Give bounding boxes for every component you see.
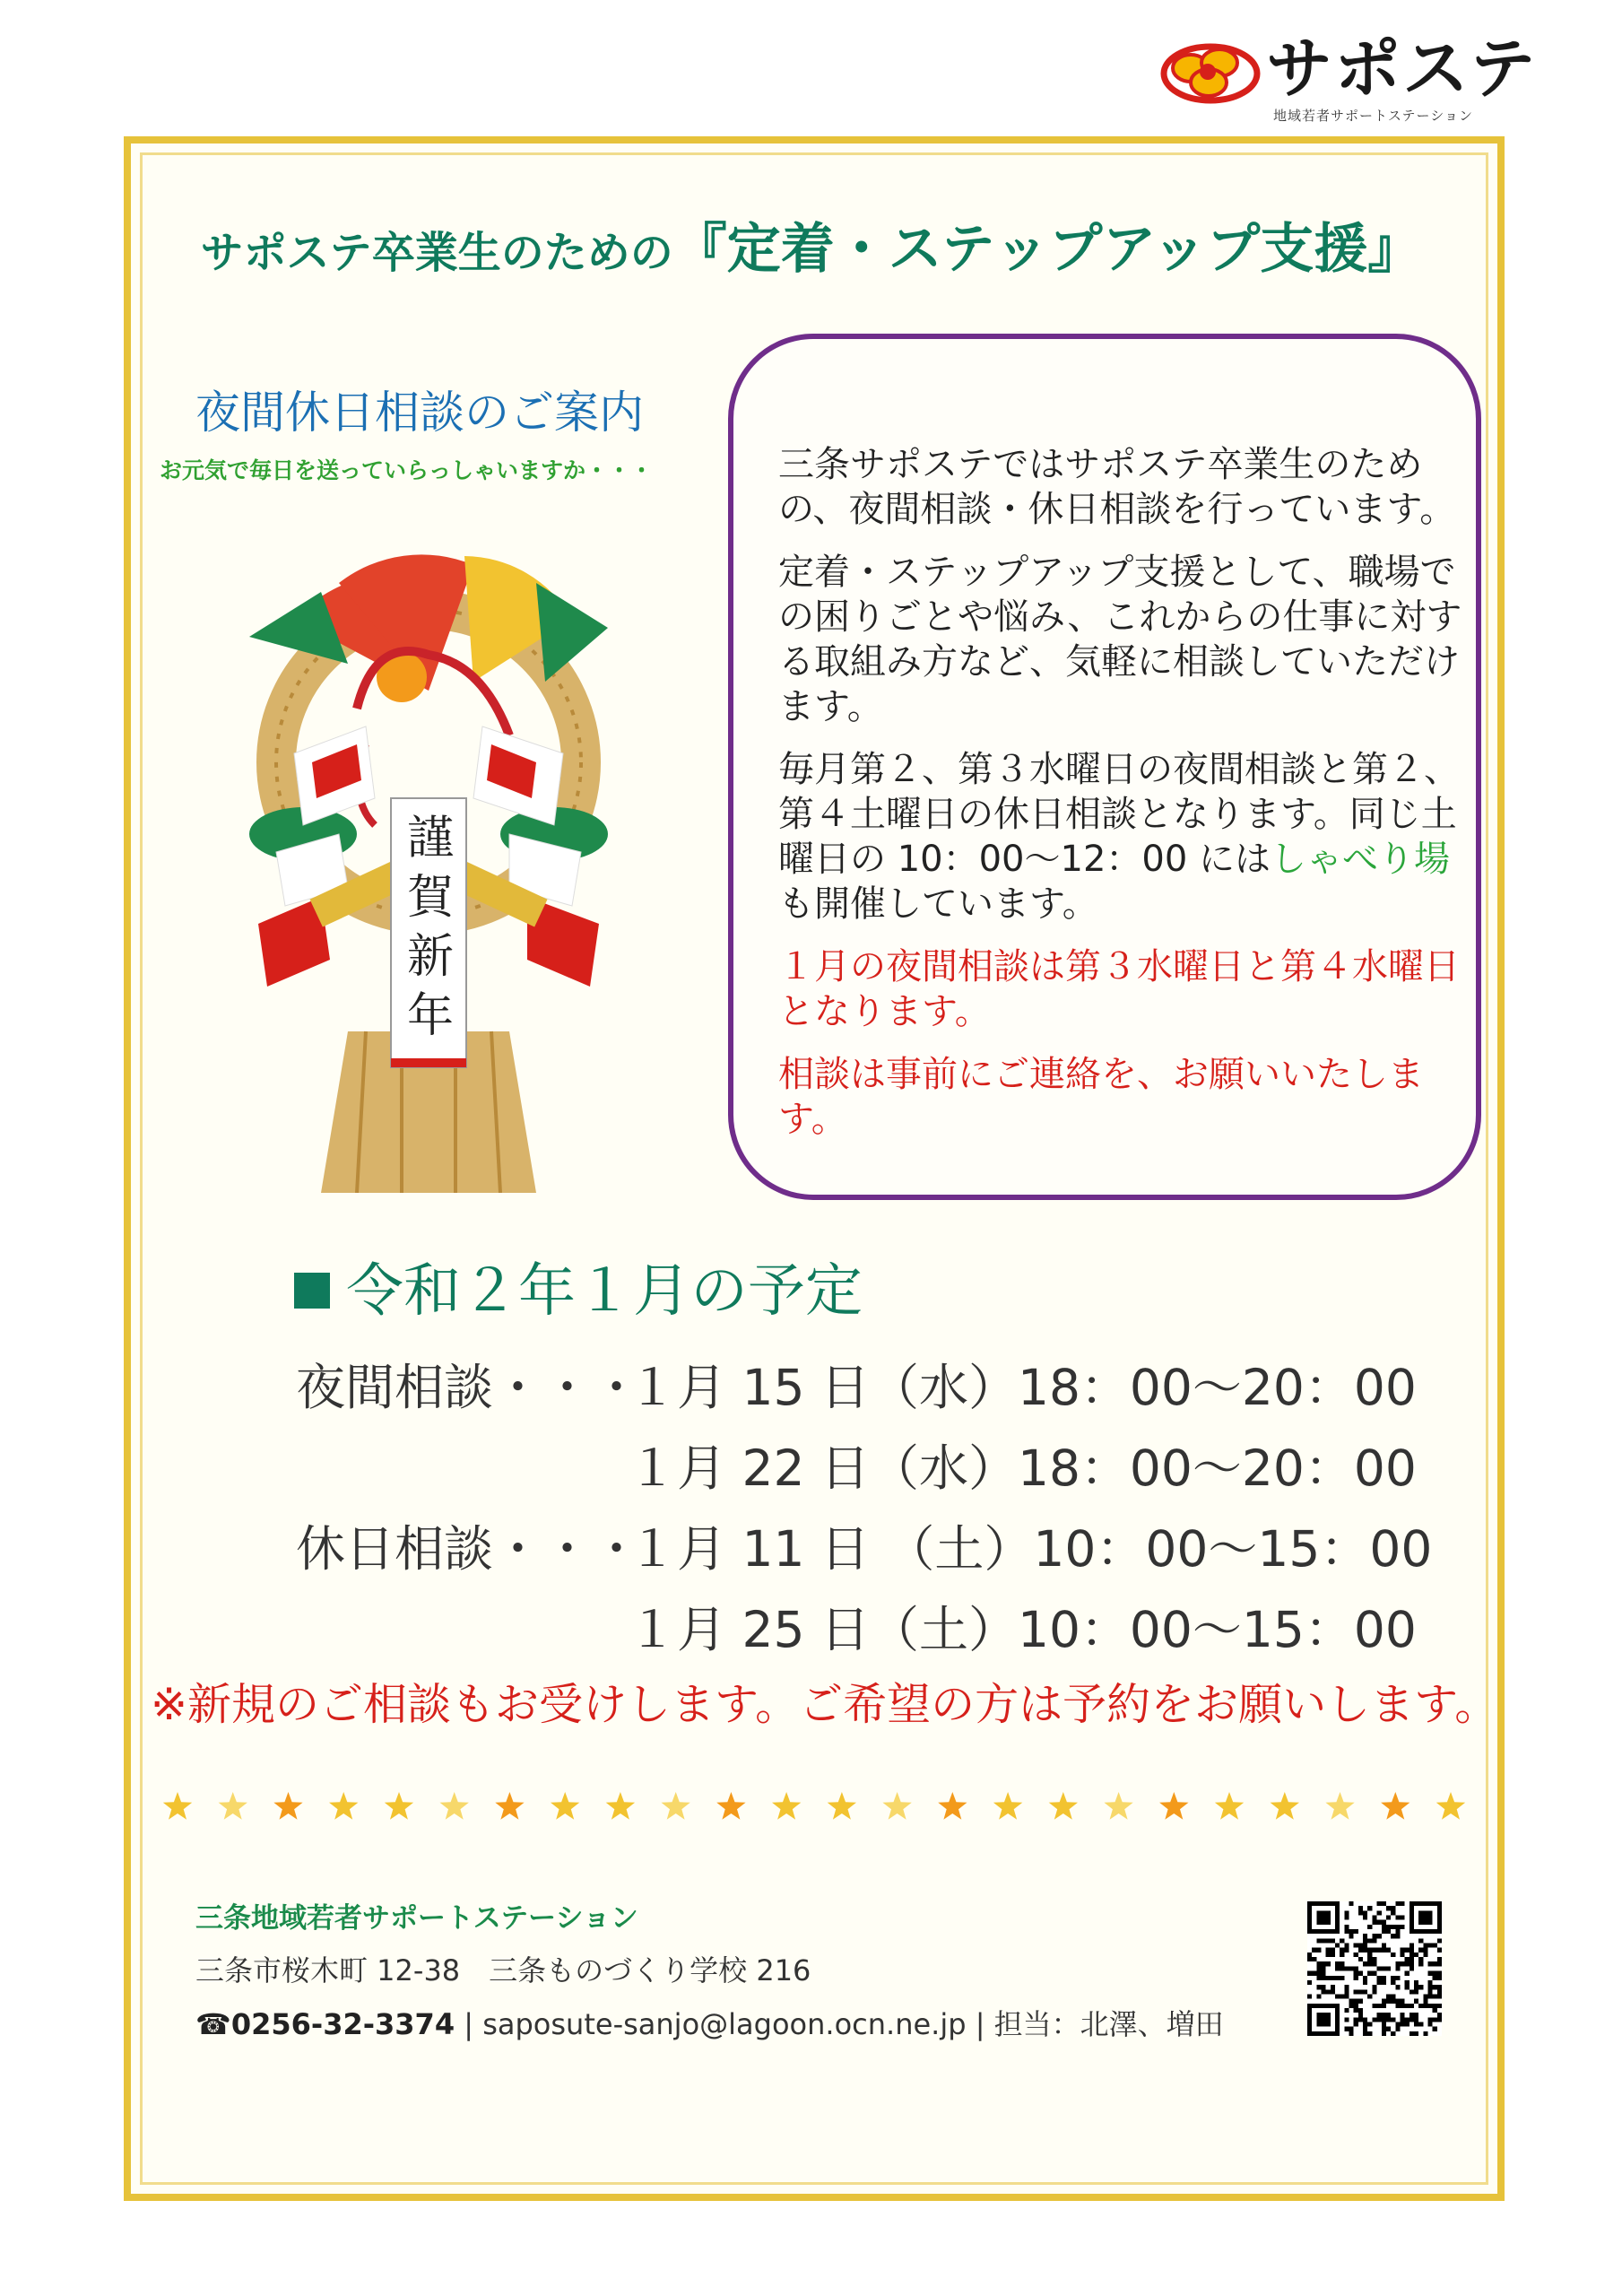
star-icon bbox=[219, 1792, 247, 1820]
star-icon bbox=[440, 1792, 469, 1820]
info-text bbox=[778, 442, 1469, 1160]
logo-name: サポステ bbox=[1266, 30, 1538, 108]
schedule-date-row: １月 25 日（土）10：00～15：00 bbox=[628, 1601, 1417, 1658]
footer-address: 三条市桜木町 12-38 三条ものづくり学校 216 bbox=[195, 1953, 811, 1987]
star-icon bbox=[1381, 1792, 1409, 1820]
kinga-shinnen-label: 謹賀新年 bbox=[406, 812, 454, 1043]
star-icon bbox=[1159, 1792, 1188, 1820]
shaberiba-highlight: しゃべり場 bbox=[1271, 839, 1451, 880]
phone-number: ☎0256-32-3374 bbox=[195, 2007, 455, 2041]
schedule-label-night: 夜間相談・・・ bbox=[296, 1359, 642, 1416]
info-box bbox=[728, 334, 1481, 1200]
star-icon bbox=[1436, 1792, 1465, 1820]
star-icon bbox=[495, 1792, 524, 1820]
star-icon bbox=[993, 1792, 1022, 1820]
footer-organization: 三条地域若者サポートステーション bbox=[195, 1902, 638, 1935]
email-address[interactable]: saposute-sanjo@lagoon.ocn.ne.jp bbox=[482, 2007, 967, 2041]
headline bbox=[126, 206, 1496, 283]
info-p3-after: も開催しています。 bbox=[778, 883, 1098, 925]
star-icon bbox=[1325, 1792, 1354, 1820]
star-icon bbox=[662, 1792, 690, 1820]
star-icon bbox=[882, 1792, 911, 1820]
star-icon bbox=[551, 1792, 579, 1820]
info-paragraph-5: 相談は事前にご連絡を、お願いいたします。 bbox=[778, 1054, 1424, 1140]
square-bullet-icon bbox=[294, 1273, 330, 1309]
star-icon bbox=[1215, 1792, 1244, 1820]
new-consultation-notice: ※新規のご相談もお受けします。ご希望の方は予約をお願いします。 bbox=[151, 1679, 1499, 1730]
info-paragraph-1: 三条サポステではサポステ卒業生のための、夜間相談・休日相談を行っています。 bbox=[778, 444, 1456, 530]
guide-subtitle: お元気で毎日を送っていらっしゃいますか・・・ bbox=[160, 457, 654, 483]
star-icon bbox=[329, 1792, 358, 1820]
staff-names: 担当：北澤、増田 bbox=[993, 2007, 1224, 2041]
star-icon bbox=[273, 1792, 302, 1820]
star-icon bbox=[1271, 1792, 1299, 1820]
star-icon bbox=[163, 1792, 192, 1820]
flower-logo-icon bbox=[1157, 38, 1264, 109]
headline-prefix: サポステ卒業生のための bbox=[200, 228, 673, 278]
info-paragraph-2: 定着・ステップアップ支援として、職場での困りごとや悩み、これからの仕事に対する取組み方など、気軽に相談していただけます。 bbox=[778, 552, 1462, 727]
star-divider bbox=[160, 1780, 1469, 1834]
footer-contact bbox=[195, 2002, 1224, 2043]
star-icon bbox=[938, 1792, 967, 1820]
info-paragraph-3 bbox=[778, 747, 1469, 926]
schedule-date-row: １月 15 日（水）18：00～20：00 bbox=[628, 1359, 1417, 1416]
headline-emphasis: 『定着・ステップアップ支援』 bbox=[672, 218, 1422, 281]
star-icon bbox=[772, 1792, 801, 1820]
schedule-date-row: １月 22 日（水）18：00～20：00 bbox=[628, 1439, 1417, 1497]
star-icon bbox=[828, 1792, 856, 1820]
info-paragraph-4: １月の夜間相談は第３水曜日と第４水曜日となります。 bbox=[778, 946, 1460, 1032]
star-icon bbox=[716, 1792, 745, 1820]
star-icon bbox=[385, 1792, 413, 1820]
logo-subtitle: 地域若者サポートステーション bbox=[1273, 108, 1473, 124]
star-icon bbox=[1049, 1792, 1078, 1820]
schedule-heading bbox=[294, 1245, 863, 1327]
saposute-logo bbox=[1157, 27, 1538, 126]
star-icon bbox=[606, 1792, 635, 1820]
schedule-date-row: １月 11 日 （土）10：00～15：00 bbox=[628, 1520, 1433, 1578]
qr-code[interactable] bbox=[1307, 1901, 1442, 2036]
guide-title: 夜間休日相談のご案内 bbox=[195, 387, 644, 439]
info-p3-before: 毎月第２、第３水曜日の夜間相談と第２、第４土曜日の休日相談となります。同じ土曜日の 10：00～12：00 には bbox=[778, 749, 1460, 880]
schedule-label-holiday: 休日相談・・・ bbox=[296, 1520, 642, 1578]
star-icon bbox=[1104, 1792, 1132, 1820]
separator: | bbox=[966, 2007, 994, 2041]
schedule-heading-text: 令和２年１月の予定 bbox=[346, 1258, 863, 1325]
separator: | bbox=[455, 2007, 483, 2041]
